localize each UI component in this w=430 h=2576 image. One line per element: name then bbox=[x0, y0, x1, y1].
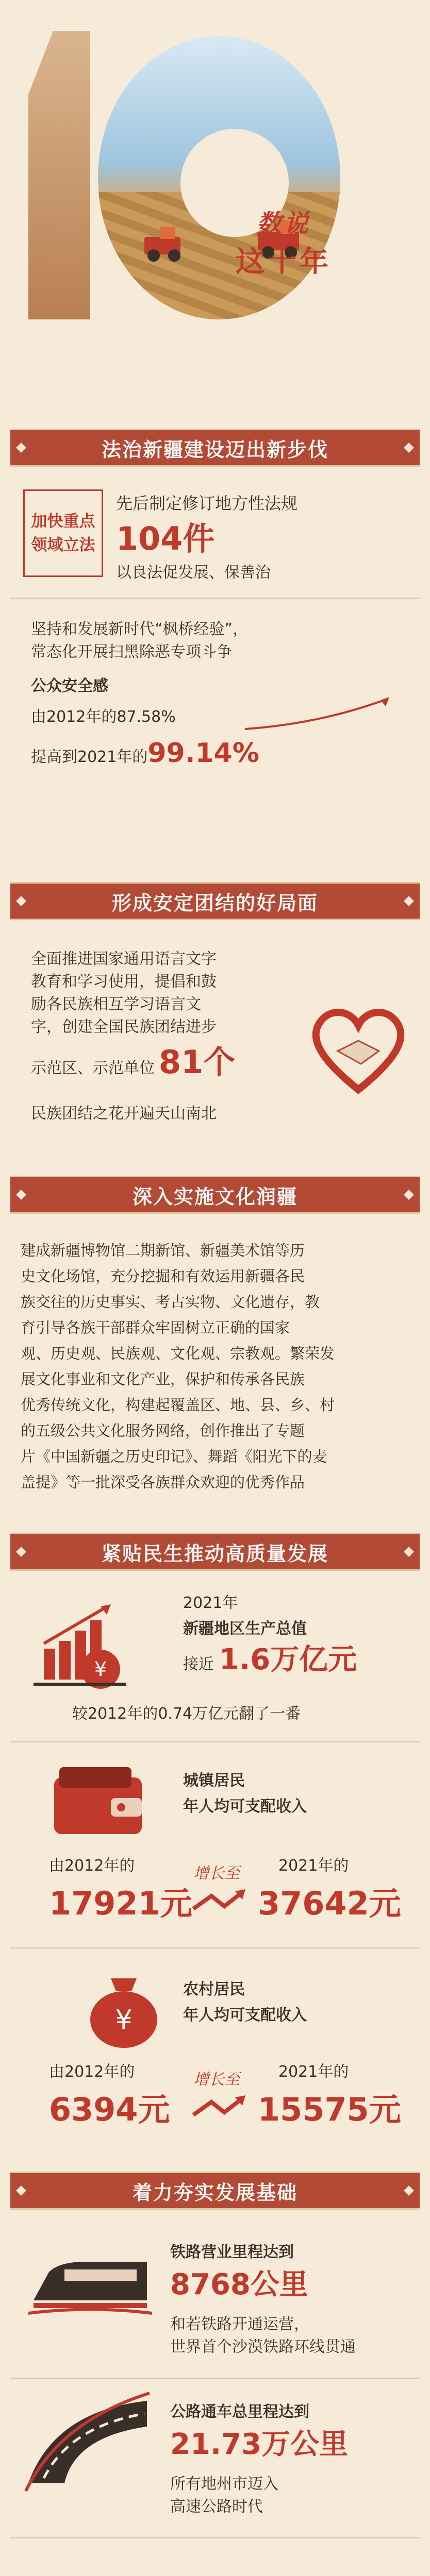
section-header-unity: 形成安定团结的好局面 bbox=[10, 882, 420, 920]
hero-numeral-one bbox=[28, 31, 90, 319]
safety-to-line bbox=[31, 738, 259, 769]
bar-chart-growth-icon bbox=[28, 1592, 131, 1695]
divider bbox=[10, 1947, 420, 1948]
culture-line: 盖提》等一批深受各族群众欢迎的优秀作品 bbox=[21, 1473, 305, 1491]
law-note-text: 以良法促发展、保善治 bbox=[116, 564, 271, 582]
divider bbox=[10, 598, 420, 599]
culture-line: 建成新疆博物馆二期新馆、新疆美术馆等历 bbox=[21, 1242, 305, 1259]
road-label: 公路通车总里程达到 bbox=[170, 2403, 309, 2421]
law-count-value: 104件 bbox=[116, 520, 215, 557]
road-note1: 所有地州市迈入 bbox=[170, 2475, 278, 2493]
gdp-label: 新疆地区生产总值 bbox=[183, 1620, 307, 1638]
section-header-infrastructure: 着力夯实发展基础 bbox=[10, 2172, 420, 2210]
rural-to-value: 15575元 bbox=[258, 2091, 401, 2128]
road-value: 21.73万公里 bbox=[170, 2428, 349, 2461]
gdp-value: 1.6万亿元 bbox=[219, 1643, 357, 1676]
culture-line: 展文化事业和文化产业，保护和传承各民族 bbox=[21, 1370, 305, 1388]
culture-line: 片《中国新疆之历史印记》、舞蹈《阳光下的麦 bbox=[21, 1448, 327, 1465]
urban-growth-label: 增长至 bbox=[193, 1865, 240, 1883]
urban-to-label: 2021年的 bbox=[278, 1857, 349, 1875]
rural-growth-label: 增长至 bbox=[193, 2071, 240, 2089]
urban-from-value: 17921元 bbox=[49, 1885, 192, 1922]
rail-label: 铁路营业里程达到 bbox=[170, 2243, 294, 2261]
rail-note2: 世界首个沙漠铁路环线贯通 bbox=[170, 2338, 356, 2356]
urban-label2: 年人均可支配收入 bbox=[183, 1798, 307, 1816]
stamp-line1: 加快重点 bbox=[31, 512, 95, 531]
divider bbox=[10, 2537, 420, 2538]
culture-line: 优秀传统文化，构建起覆盖区、地、县、乡、村 bbox=[21, 1396, 335, 1414]
money-bag-icon bbox=[85, 1963, 162, 2050]
unity-para-line4: 字，创建全国民族团结进步 bbox=[31, 1018, 217, 1036]
gdp-prefix: 接近 bbox=[183, 1655, 214, 1673]
culture-line: 的五级公共文化服务网络，创作推出了专题 bbox=[21, 1422, 305, 1439]
culture-line: 观、历史观、民族观、文化观、宗教观。繁荣发 bbox=[21, 1345, 335, 1362]
unity-para-line1: 全面推进国家通用语言文字 bbox=[31, 950, 217, 968]
rural-to-label: 2021年的 bbox=[278, 2063, 349, 2081]
wallet-icon bbox=[49, 1762, 147, 1839]
handshake-heart-icon bbox=[309, 1002, 407, 1095]
hero-banner bbox=[0, 0, 430, 330]
safety-to-prefix: 提高到2021年的 bbox=[31, 748, 148, 766]
safety-label: 公众安全感 bbox=[31, 677, 108, 695]
svg-text:¥: ¥ bbox=[115, 2005, 133, 2036]
demo-line bbox=[31, 1043, 236, 1081]
hero-title-line1: 数说 bbox=[256, 209, 310, 238]
rural-label2: 年人均可支配收入 bbox=[183, 2006, 307, 2024]
rail-value: 8768公里 bbox=[170, 2268, 308, 2301]
rural-label1: 农村居民 bbox=[183, 1980, 245, 1998]
urban-to-value: 37642元 bbox=[258, 1885, 401, 1922]
yuan-coin-icon: ¥ bbox=[94, 1658, 107, 1681]
highway-icon bbox=[23, 2391, 152, 2494]
unity-para-line2: 教育和学习使用，提倡和鼓 bbox=[31, 973, 217, 991]
rail-note1: 和若铁路开通运营， bbox=[170, 2315, 309, 2333]
culture-line: 族交往的历史事实、考古实物、文化遗存，教 bbox=[21, 1293, 320, 1311]
gdp-line bbox=[183, 1643, 357, 1676]
section-header-culture: 深入实施文化润疆 bbox=[10, 1176, 420, 1214]
section-header-livelihood: 紧贴民生推动高质量发展 bbox=[10, 1533, 420, 1571]
gdp-compare: 较2012年的0.74万亿元翻了一番 bbox=[72, 1705, 301, 1723]
law-intro-text: 先后制定修订地方性法规 bbox=[116, 494, 298, 513]
stamp-line2: 领域立法 bbox=[31, 536, 95, 554]
flower-text: 民族团结之花开遍天山南北 bbox=[31, 1105, 217, 1123]
growth-arrow-icon bbox=[191, 2094, 247, 2125]
hero-title bbox=[206, 204, 361, 280]
divider bbox=[10, 2378, 420, 2379]
train-icon bbox=[28, 2251, 152, 2318]
rural-from-label: 由2012年的 bbox=[49, 2063, 135, 2081]
safety-to-value: 99.14% bbox=[147, 738, 259, 769]
urban-from-label: 由2012年的 bbox=[49, 1857, 135, 1875]
legislation-stamp bbox=[23, 489, 103, 577]
hero-title-line2: 这十年 bbox=[236, 245, 332, 279]
culture-line: 育引导各族干部群众牢固树立正确的国家 bbox=[21, 1319, 290, 1336]
fengqiao-line1: 坚持和发展新时代“枫桥经验”， bbox=[31, 620, 249, 638]
fengqiao-line2: 常态化开展扫黑除恶专项斗争 bbox=[31, 643, 232, 661]
divider bbox=[10, 1741, 420, 1742]
road-note2: 高速公路时代 bbox=[170, 2498, 263, 2516]
rural-from-value: 6394元 bbox=[49, 2091, 170, 2128]
growth-arrow-icon bbox=[191, 1888, 247, 1919]
demo-prefix: 示范区、示范单位 bbox=[31, 1059, 155, 1077]
section-header-law: 法治新疆建设迈出新步伐 bbox=[10, 429, 420, 467]
rising-arrow-icon bbox=[242, 693, 397, 734]
gdp-year: 2021年 bbox=[183, 1594, 238, 1612]
unity-para-line3: 励各民族相互学习语言文 bbox=[31, 995, 201, 1013]
demo-value: 81个 bbox=[159, 1043, 236, 1081]
urban-label1: 城镇居民 bbox=[183, 1772, 245, 1790]
safety-from-text: 由2012年的87.58% bbox=[31, 708, 176, 726]
culture-line: 史文化场馆，充分挖掘和有效运用新疆各民 bbox=[21, 1267, 305, 1285]
